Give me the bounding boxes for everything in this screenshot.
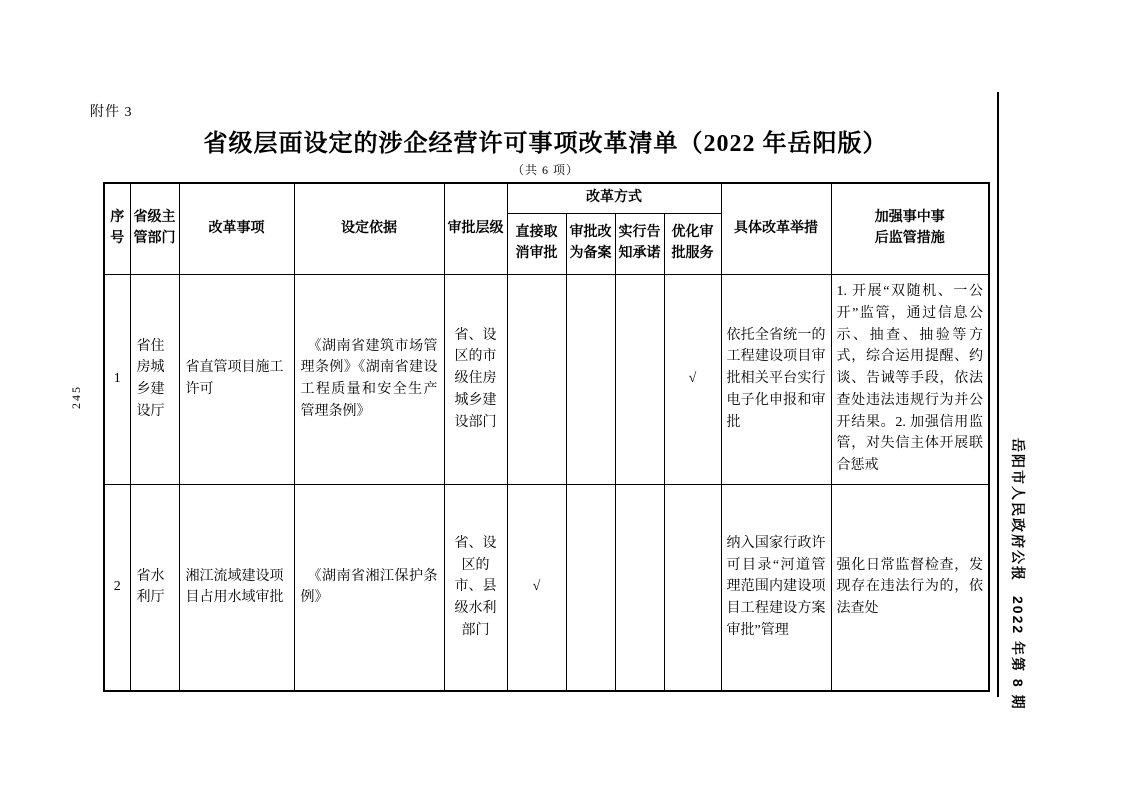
cell-basis: 《湖南省建筑市场管理条例》《湖南省建设工程质量和安全生产管理条例》 <box>294 274 444 484</box>
cell-level: 省、设区的市、县级水利部门 <box>444 484 507 691</box>
header-to-filing: 审批改为备案 <box>566 213 615 274</box>
attachment-label: 附件 3 <box>90 105 133 120</box>
cell-department: 省水利厅 <box>130 484 179 691</box>
cell-optimize-service: √ <box>664 274 721 484</box>
page-number: 245 <box>69 385 83 409</box>
header-optimize-service: 优化审批服务 <box>664 213 721 274</box>
cell-index: 2 <box>104 484 130 691</box>
reform-list-table <box>103 182 990 692</box>
cell-item: 省直管项目施工许可 <box>179 274 294 484</box>
cell-to-filing <box>566 484 615 691</box>
cell-supervision: 强化日常监督检查，发现存在违法行为的，依法查处 <box>831 484 989 691</box>
gazette-issue: 2022 年第 8 期 <box>1010 596 1026 711</box>
page-title: 省级层面设定的涉企经营许可事项改革清单（2022 年岳阳版） <box>203 131 888 157</box>
header-reform-group: 改革方式 <box>507 183 721 213</box>
header-direct-cancel: 直接取消审批 <box>507 213 566 274</box>
cell-to-filing <box>566 274 615 484</box>
cell-measures: 依托全省统一的工程建设项目审批相关平台实行电子化申报和审批 <box>721 274 831 484</box>
cell-basis: 《湖南省湘江保护条例》 <box>294 484 444 691</box>
table-row <box>104 484 989 691</box>
header-notify-commit: 实行告知承诺 <box>615 213 664 274</box>
header-department: 省级主管部门 <box>130 183 179 274</box>
cell-direct-cancel: √ <box>507 484 566 691</box>
cell-notify-commit <box>615 274 664 484</box>
gazette-sidebar-text <box>1008 438 1028 711</box>
table-row <box>104 274 989 484</box>
header-item: 改革事项 <box>179 183 294 274</box>
page-subtitle: （共 6 项） <box>511 163 579 177</box>
cell-optimize-service <box>664 484 721 691</box>
cell-item: 湘江流域建设项目占用水域审批 <box>179 484 294 691</box>
cell-supervision: 1. 开展“双随机、一公开”监管，通过信息公示、抽查、抽验等方式，综合运用提醒、约谈、告诫等手段，依法查处违法违规行为并公开结果。2. 加强信用监管，对失信主体开展联合惩戒 <box>831 274 989 484</box>
cell-measures: 纳入国家行政许可目录“河道管理范围内建设项目工程建设方案审批”管理 <box>721 484 831 691</box>
header-supervision <box>831 183 989 274</box>
gazette-name: 岳阳市人民政府公报 <box>1010 438 1026 582</box>
cell-direct-cancel <box>507 274 566 484</box>
header-level: 审批层级 <box>444 183 507 274</box>
header-measures: 具体改革举措 <box>721 183 831 274</box>
header-basis: 设定依据 <box>294 183 444 274</box>
right-margin-divider <box>997 92 999 697</box>
cell-index: 1 <box>104 274 130 484</box>
header-index: 序号 <box>104 183 130 274</box>
cell-level: 省、设区的市级住房城乡建设部门 <box>444 274 507 484</box>
header-supervision-label: 加强事中事后监管措施 <box>874 210 945 246</box>
cell-department: 省住房城乡建设厅 <box>130 274 179 484</box>
cell-notify-commit <box>615 484 664 691</box>
